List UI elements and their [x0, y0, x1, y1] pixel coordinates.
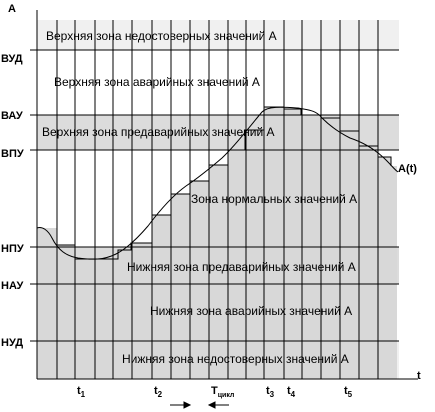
zone-label-lower-prealarm: Нижняя зона предаварийных значений A: [127, 260, 356, 274]
time-mark-t1: $t_1$: [77, 385, 86, 399]
time-mark-t4: $t_4$: [287, 385, 296, 399]
threshold-label-nau: НАУ: [1, 280, 24, 292]
cycle-label: $T_{цикл}$: [211, 385, 235, 399]
threshold-label-nud: НУД: [1, 337, 24, 349]
cycle-marker: [170, 402, 229, 408]
zone-label-normal: Зона нормальных значений A: [191, 192, 358, 206]
time-mark-t3: $t_3$: [266, 385, 275, 399]
threshold-label-npu: НПУ: [1, 243, 24, 255]
zone-label-upper-alarm: Верхняя зона аварийных значений A: [54, 75, 260, 89]
threshold-label-vpu: ВПУ: [1, 148, 24, 160]
time-mark-t5: $t_5$: [344, 385, 353, 399]
threshold-label-vau: ВАУ: [1, 110, 23, 122]
zone-label-lower-alarm: Нижняя зона аварийных значений A: [150, 304, 353, 318]
zone-label-lower-invalid: Нижняя зона недостоверных значений A: [122, 352, 349, 366]
series-label: A(t): [398, 163, 417, 175]
zone-label-upper-prealarm: Верхняя зона предаварийных значений A: [42, 125, 275, 139]
time-mark-t2: $t_2$: [154, 385, 163, 399]
y-axis-label: A: [8, 3, 16, 15]
threshold-label-vud: ВУД: [1, 53, 23, 65]
zone-label-upper-invalid: Верхняя зона недостоверных значений A: [46, 29, 277, 43]
x-axis-label: t: [417, 370, 421, 382]
